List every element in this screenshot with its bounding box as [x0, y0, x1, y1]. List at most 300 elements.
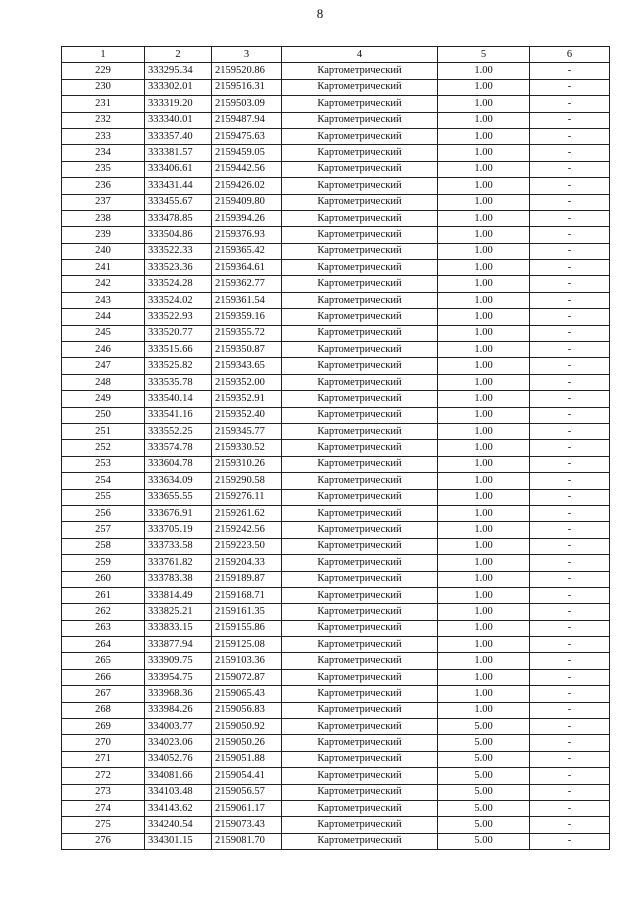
point-number-cell: 270 [62, 735, 145, 751]
accuracy-cell: 1.00 [438, 227, 530, 243]
accuracy-cell: 1.00 [438, 309, 530, 325]
table-row [62, 653, 610, 669]
method-cell: Картометрический [282, 63, 438, 79]
table-row [62, 276, 610, 292]
x-coordinate-cell: 333954.75 [145, 669, 212, 685]
point-number-cell: 253 [62, 456, 145, 472]
accuracy-cell: 5.00 [438, 735, 530, 751]
table-row [62, 702, 610, 718]
x-coordinate-cell: 333604.78 [145, 456, 212, 472]
point-number-cell: 243 [62, 292, 145, 308]
method-cell: Картометрический [282, 735, 438, 751]
y-coordinate-cell: 2159056.83 [212, 702, 282, 718]
accuracy-cell: 1.00 [438, 538, 530, 554]
point-number-cell: 276 [62, 833, 145, 849]
accuracy-cell: 5.00 [438, 784, 530, 800]
description-cell: - [530, 456, 610, 472]
accuracy-cell: 1.00 [438, 407, 530, 423]
accuracy-cell: 1.00 [438, 489, 530, 505]
x-coordinate-cell: 333295.34 [145, 63, 212, 79]
method-cell: Картометрический [282, 800, 438, 816]
table-header-row [62, 47, 610, 63]
method-cell: Картометрический [282, 473, 438, 489]
accuracy-cell: 1.00 [438, 440, 530, 456]
x-coordinate-cell: 333984.26 [145, 702, 212, 718]
x-coordinate-cell: 333968.36 [145, 686, 212, 702]
y-coordinate-cell: 2159343.65 [212, 358, 282, 374]
x-coordinate-cell: 333540.14 [145, 391, 212, 407]
method-cell: Картометрический [282, 686, 438, 702]
description-cell: - [530, 571, 610, 587]
x-coordinate-cell: 333877.94 [145, 637, 212, 653]
table-row [62, 817, 610, 833]
table-row [62, 686, 610, 702]
description-cell: - [530, 800, 610, 816]
table-row [62, 833, 610, 849]
table-row [62, 719, 610, 735]
description-cell: - [530, 620, 610, 636]
y-coordinate-cell: 2159072.87 [212, 669, 282, 685]
accuracy-cell: 1.00 [438, 342, 530, 358]
accuracy-cell: 1.00 [438, 79, 530, 95]
method-cell: Картометрический [282, 292, 438, 308]
header-cell-6: 6 [530, 47, 610, 63]
accuracy-cell: 1.00 [438, 161, 530, 177]
header-cell-3: 3 [212, 47, 282, 63]
accuracy-cell: 1.00 [438, 456, 530, 472]
method-cell: Картометрический [282, 260, 438, 276]
description-cell: - [530, 161, 610, 177]
description-cell: - [530, 145, 610, 161]
table-row [62, 637, 610, 653]
description-cell: - [530, 391, 610, 407]
point-number-cell: 237 [62, 194, 145, 210]
description-cell: - [530, 260, 610, 276]
method-cell: Картометрический [282, 555, 438, 571]
header-cell-2: 2 [145, 47, 212, 63]
y-coordinate-cell: 2159475.63 [212, 128, 282, 144]
method-cell: Картометрический [282, 423, 438, 439]
y-coordinate-cell: 2159352.91 [212, 391, 282, 407]
accuracy-cell: 1.00 [438, 325, 530, 341]
x-coordinate-cell: 333525.82 [145, 358, 212, 374]
description-cell: - [530, 243, 610, 259]
method-cell: Картометрический [282, 178, 438, 194]
table-row [62, 342, 610, 358]
description-cell: - [530, 538, 610, 554]
point-number-cell: 258 [62, 538, 145, 554]
table-row [62, 161, 610, 177]
y-coordinate-cell: 2159359.16 [212, 309, 282, 325]
y-coordinate-cell: 2159310.26 [212, 456, 282, 472]
x-coordinate-cell: 333523.36 [145, 260, 212, 276]
accuracy-cell: 5.00 [438, 768, 530, 784]
point-number-cell: 251 [62, 423, 145, 439]
table-row [62, 325, 610, 341]
method-cell: Картометрический [282, 505, 438, 521]
table-row [62, 178, 610, 194]
description-cell: - [530, 112, 610, 128]
accuracy-cell: 1.00 [438, 210, 530, 226]
point-number-cell: 231 [62, 96, 145, 112]
method-cell: Картометрический [282, 817, 438, 833]
x-coordinate-cell: 333783.38 [145, 571, 212, 587]
table-row [62, 260, 610, 276]
x-coordinate-cell: 333357.40 [145, 128, 212, 144]
table-row [62, 440, 610, 456]
y-coordinate-cell: 2159261.62 [212, 505, 282, 521]
y-coordinate-cell: 2159330.52 [212, 440, 282, 456]
accuracy-cell: 1.00 [438, 587, 530, 603]
y-coordinate-cell: 2159290.58 [212, 473, 282, 489]
x-coordinate-cell: 333535.78 [145, 374, 212, 390]
y-coordinate-cell: 2159487.94 [212, 112, 282, 128]
point-number-cell: 240 [62, 243, 145, 259]
point-number-cell: 241 [62, 260, 145, 276]
point-number-cell: 252 [62, 440, 145, 456]
accuracy-cell: 5.00 [438, 833, 530, 849]
accuracy-cell: 1.00 [438, 128, 530, 144]
accuracy-cell: 1.00 [438, 63, 530, 79]
description-cell: - [530, 702, 610, 718]
table-row [62, 604, 610, 620]
point-number-cell: 234 [62, 145, 145, 161]
description-cell: - [530, 817, 610, 833]
point-number-cell: 264 [62, 637, 145, 653]
accuracy-cell: 1.00 [438, 653, 530, 669]
description-cell: - [530, 210, 610, 226]
point-number-cell: 239 [62, 227, 145, 243]
description-cell: - [530, 489, 610, 505]
point-number-cell: 236 [62, 178, 145, 194]
x-coordinate-cell: 333302.01 [145, 79, 212, 95]
table-row [62, 751, 610, 767]
y-coordinate-cell: 2159520.86 [212, 63, 282, 79]
description-cell: - [530, 587, 610, 603]
x-coordinate-cell: 333909.75 [145, 653, 212, 669]
description-cell: - [530, 407, 610, 423]
point-number-cell: 249 [62, 391, 145, 407]
method-cell: Картометрический [282, 784, 438, 800]
y-coordinate-cell: 2159155.86 [212, 620, 282, 636]
description-cell: - [530, 276, 610, 292]
description-cell: - [530, 374, 610, 390]
x-coordinate-cell: 333655.55 [145, 489, 212, 505]
y-coordinate-cell: 2159065.43 [212, 686, 282, 702]
accuracy-cell: 1.00 [438, 260, 530, 276]
table-row [62, 505, 610, 521]
x-coordinate-cell: 333524.02 [145, 292, 212, 308]
x-coordinate-cell: 334240.54 [145, 817, 212, 833]
method-cell: Картометрический [282, 702, 438, 718]
accuracy-cell: 1.00 [438, 637, 530, 653]
method-cell: Картометрический [282, 768, 438, 784]
method-cell: Картометрический [282, 112, 438, 128]
accuracy-cell: 1.00 [438, 522, 530, 538]
y-coordinate-cell: 2159459.05 [212, 145, 282, 161]
y-coordinate-cell: 2159503.09 [212, 96, 282, 112]
description-cell: - [530, 735, 610, 751]
y-coordinate-cell: 2159204.33 [212, 555, 282, 571]
method-cell: Картометрический [282, 194, 438, 210]
accuracy-cell: 1.00 [438, 243, 530, 259]
point-number-cell: 273 [62, 784, 145, 800]
method-cell: Картометрический [282, 620, 438, 636]
x-coordinate-cell: 333524.28 [145, 276, 212, 292]
point-number-cell: 233 [62, 128, 145, 144]
accuracy-cell: 1.00 [438, 276, 530, 292]
header-cell-5: 5 [438, 47, 530, 63]
table-row [62, 243, 610, 259]
table-row [62, 800, 610, 816]
x-coordinate-cell: 333825.21 [145, 604, 212, 620]
y-coordinate-cell: 2159365.42 [212, 243, 282, 259]
accuracy-cell: 1.00 [438, 686, 530, 702]
table-row [62, 194, 610, 210]
table-row [62, 358, 610, 374]
x-coordinate-cell: 333406.61 [145, 161, 212, 177]
y-coordinate-cell: 2159223.50 [212, 538, 282, 554]
point-number-cell: 259 [62, 555, 145, 571]
table-body [62, 47, 610, 850]
accuracy-cell: 1.00 [438, 604, 530, 620]
description-cell: - [530, 833, 610, 849]
table-row [62, 489, 610, 505]
table-row [62, 538, 610, 554]
point-number-cell: 263 [62, 620, 145, 636]
point-number-cell: 261 [62, 587, 145, 603]
description-cell: - [530, 79, 610, 95]
accuracy-cell: 1.00 [438, 473, 530, 489]
description-cell: - [530, 423, 610, 439]
y-coordinate-cell: 2159168.71 [212, 587, 282, 603]
method-cell: Картометрический [282, 587, 438, 603]
method-cell: Картометрический [282, 374, 438, 390]
table-row [62, 555, 610, 571]
description-cell: - [530, 325, 610, 341]
accuracy-cell: 1.00 [438, 292, 530, 308]
description-cell: - [530, 669, 610, 685]
method-cell: Картометрический [282, 210, 438, 226]
method-cell: Картометрический [282, 538, 438, 554]
x-coordinate-cell: 333705.19 [145, 522, 212, 538]
y-coordinate-cell: 2159364.61 [212, 260, 282, 276]
coordinates-table [61, 46, 610, 850]
description-cell: - [530, 194, 610, 210]
point-number-cell: 272 [62, 768, 145, 784]
table-row [62, 571, 610, 587]
point-number-cell: 250 [62, 407, 145, 423]
y-coordinate-cell: 2159051.88 [212, 751, 282, 767]
point-number-cell: 260 [62, 571, 145, 587]
table-row [62, 128, 610, 144]
method-cell: Картометрический [282, 145, 438, 161]
method-cell: Картометрический [282, 604, 438, 620]
description-cell: - [530, 292, 610, 308]
method-cell: Картометрический [282, 391, 438, 407]
method-cell: Картометрический [282, 243, 438, 259]
y-coordinate-cell: 2159409.80 [212, 194, 282, 210]
description-cell: - [530, 473, 610, 489]
y-coordinate-cell: 2159276.11 [212, 489, 282, 505]
description-cell: - [530, 686, 610, 702]
description-cell: - [530, 555, 610, 571]
description-cell: - [530, 63, 610, 79]
point-number-cell: 255 [62, 489, 145, 505]
method-cell: Картометрический [282, 128, 438, 144]
table-row [62, 210, 610, 226]
y-coordinate-cell: 2159352.40 [212, 407, 282, 423]
description-cell: - [530, 784, 610, 800]
x-coordinate-cell: 334301.15 [145, 833, 212, 849]
y-coordinate-cell: 2159350.87 [212, 342, 282, 358]
table-row [62, 768, 610, 784]
description-cell: - [530, 358, 610, 374]
point-number-cell: 266 [62, 669, 145, 685]
accuracy-cell: 1.00 [438, 112, 530, 128]
point-number-cell: 247 [62, 358, 145, 374]
method-cell: Картометрический [282, 358, 438, 374]
method-cell: Картометрический [282, 669, 438, 685]
method-cell: Картометрический [282, 440, 438, 456]
y-coordinate-cell: 2159376.93 [212, 227, 282, 243]
method-cell: Картометрический [282, 96, 438, 112]
method-cell: Картометрический [282, 571, 438, 587]
x-coordinate-cell: 333761.82 [145, 555, 212, 571]
table-row [62, 309, 610, 325]
table-row [62, 96, 610, 112]
y-coordinate-cell: 2159081.70 [212, 833, 282, 849]
accuracy-cell: 5.00 [438, 719, 530, 735]
method-cell: Картометрический [282, 407, 438, 423]
method-cell: Картометрический [282, 719, 438, 735]
y-coordinate-cell: 2159361.54 [212, 292, 282, 308]
accuracy-cell: 1.00 [438, 358, 530, 374]
accuracy-cell: 1.00 [438, 620, 530, 636]
point-number-cell: 257 [62, 522, 145, 538]
method-cell: Картометрический [282, 227, 438, 243]
description-cell: - [530, 128, 610, 144]
y-coordinate-cell: 2159073.43 [212, 817, 282, 833]
description-cell: - [530, 342, 610, 358]
y-coordinate-cell: 2159394.26 [212, 210, 282, 226]
table-row [62, 79, 610, 95]
table-row [62, 407, 610, 423]
point-number-cell: 238 [62, 210, 145, 226]
method-cell: Картометрический [282, 653, 438, 669]
description-cell: - [530, 637, 610, 653]
table-row [62, 473, 610, 489]
x-coordinate-cell: 333504.86 [145, 227, 212, 243]
description-cell: - [530, 653, 610, 669]
y-coordinate-cell: 2159161.35 [212, 604, 282, 620]
method-cell: Картометрический [282, 342, 438, 358]
accuracy-cell: 5.00 [438, 817, 530, 833]
method-cell: Картометрический [282, 309, 438, 325]
point-number-cell: 248 [62, 374, 145, 390]
y-coordinate-cell: 2159242.56 [212, 522, 282, 538]
table-row [62, 522, 610, 538]
table-row [62, 587, 610, 603]
description-cell: - [530, 505, 610, 521]
accuracy-cell: 1.00 [438, 669, 530, 685]
y-coordinate-cell: 2159355.72 [212, 325, 282, 341]
table-row [62, 423, 610, 439]
point-number-cell: 267 [62, 686, 145, 702]
point-number-cell: 262 [62, 604, 145, 620]
accuracy-cell: 1.00 [438, 391, 530, 407]
description-cell: - [530, 227, 610, 243]
y-coordinate-cell: 2159050.26 [212, 735, 282, 751]
accuracy-cell: 1.00 [438, 423, 530, 439]
table-row [62, 374, 610, 390]
point-number-cell: 229 [62, 63, 145, 79]
y-coordinate-cell: 2159516.31 [212, 79, 282, 95]
description-cell: - [530, 604, 610, 620]
y-coordinate-cell: 2159362.77 [212, 276, 282, 292]
point-number-cell: 235 [62, 161, 145, 177]
table-row [62, 63, 610, 79]
point-number-cell: 244 [62, 309, 145, 325]
accuracy-cell: 1.00 [438, 96, 530, 112]
table-row [62, 669, 610, 685]
x-coordinate-cell: 333634.09 [145, 473, 212, 489]
y-coordinate-cell: 2159426.02 [212, 178, 282, 194]
method-cell: Картометрический [282, 637, 438, 653]
x-coordinate-cell: 333733.58 [145, 538, 212, 554]
table-row [62, 735, 610, 751]
table-row [62, 227, 610, 243]
accuracy-cell: 1.00 [438, 702, 530, 718]
method-cell: Картометрический [282, 833, 438, 849]
x-coordinate-cell: 333381.57 [145, 145, 212, 161]
x-coordinate-cell: 334023.06 [145, 735, 212, 751]
header-cell-1: 1 [62, 47, 145, 63]
y-coordinate-cell: 2159345.77 [212, 423, 282, 439]
x-coordinate-cell: 333455.67 [145, 194, 212, 210]
page-number: 8 [316, 6, 324, 21]
y-coordinate-cell: 2159061.17 [212, 800, 282, 816]
accuracy-cell: 1.00 [438, 555, 530, 571]
description-cell: - [530, 178, 610, 194]
accuracy-cell: 1.00 [438, 145, 530, 161]
point-number-cell: 268 [62, 702, 145, 718]
x-coordinate-cell: 334003.77 [145, 719, 212, 735]
accuracy-cell: 5.00 [438, 800, 530, 816]
point-number-cell: 269 [62, 719, 145, 735]
y-coordinate-cell: 2159125.08 [212, 637, 282, 653]
x-coordinate-cell: 333676.91 [145, 505, 212, 521]
point-number-cell: 232 [62, 112, 145, 128]
table-row [62, 456, 610, 472]
point-number-cell: 230 [62, 79, 145, 95]
description-cell: - [530, 751, 610, 767]
method-cell: Картометрический [282, 161, 438, 177]
description-cell: - [530, 768, 610, 784]
x-coordinate-cell: 334103.48 [145, 784, 212, 800]
method-cell: Картометрический [282, 522, 438, 538]
accuracy-cell: 5.00 [438, 751, 530, 767]
table-row [62, 112, 610, 128]
y-coordinate-cell: 2159050.92 [212, 719, 282, 735]
description-cell: - [530, 440, 610, 456]
x-coordinate-cell: 333319.20 [145, 96, 212, 112]
description-cell: - [530, 522, 610, 538]
y-coordinate-cell: 2159056.57 [212, 784, 282, 800]
table-row [62, 145, 610, 161]
x-coordinate-cell: 333814.49 [145, 587, 212, 603]
method-cell: Картометрический [282, 325, 438, 341]
